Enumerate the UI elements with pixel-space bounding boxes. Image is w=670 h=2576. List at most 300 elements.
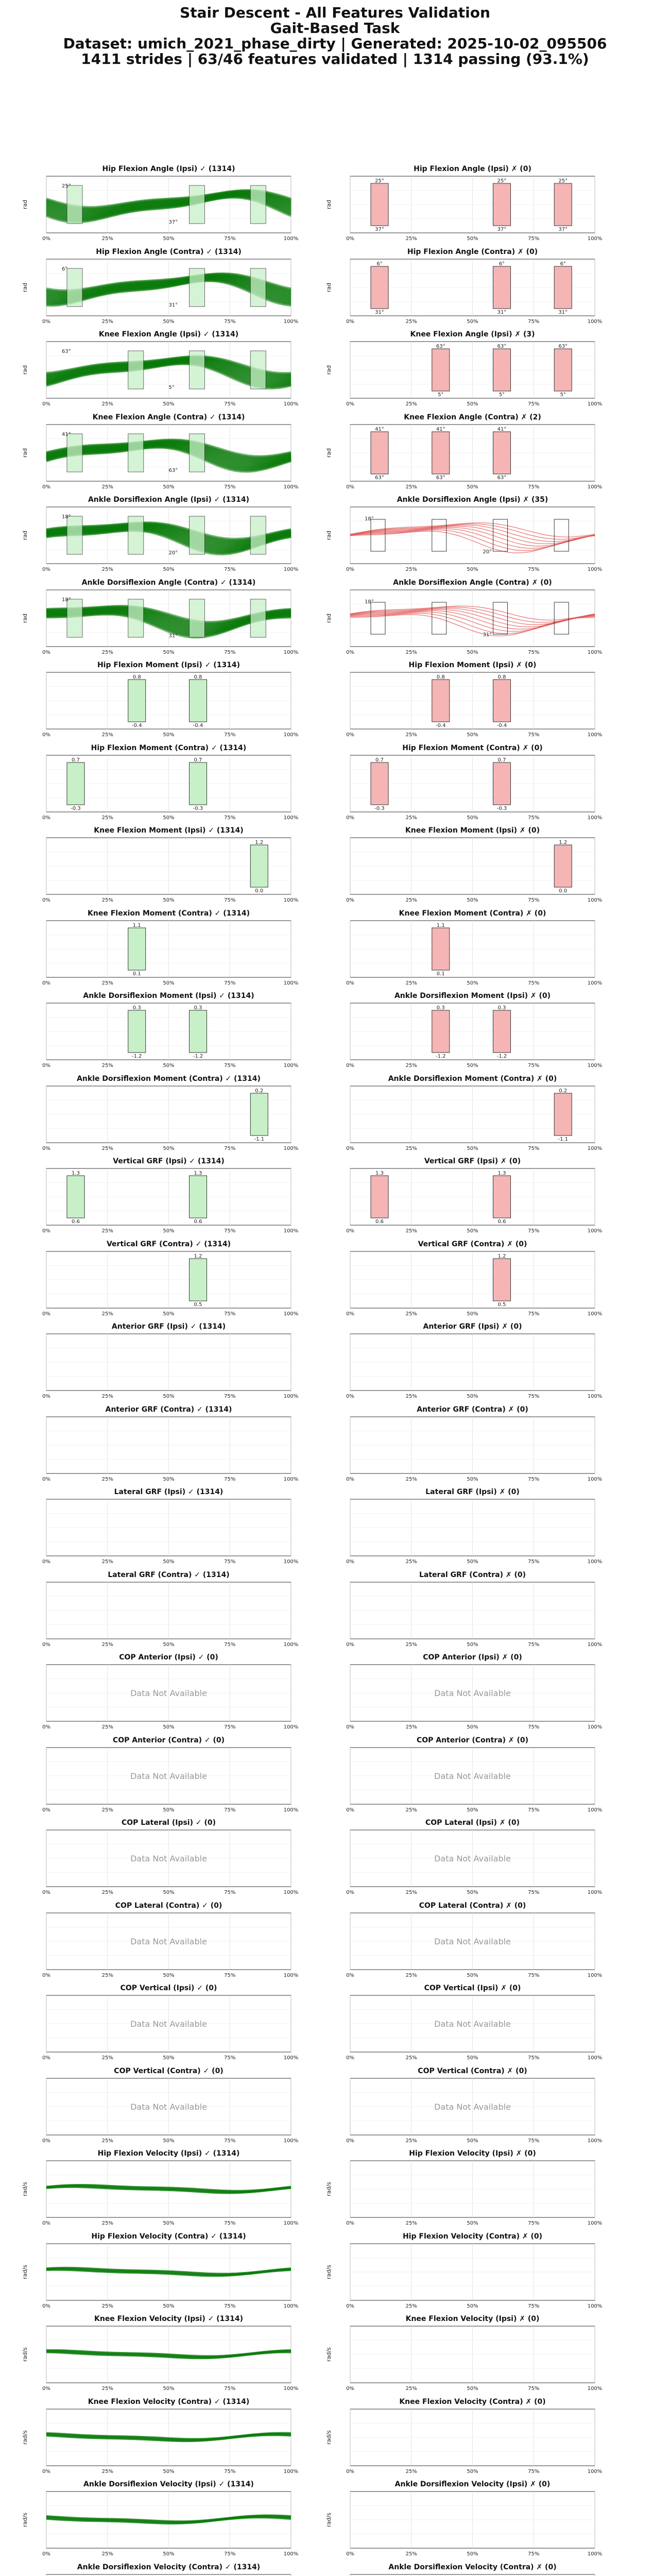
plot-svg (10, 2242, 327, 2320)
panel-right-19 (314, 1736, 631, 1824)
panel-title: Knee Flexion Velocity (Ipsi) ✓ (1314) (94, 2315, 243, 2323)
plot-svg (314, 836, 631, 914)
y-axis-label: rad (22, 199, 28, 210)
x-tick-label: 25% (405, 2138, 417, 2144)
panel-left-22 (10, 1984, 327, 2072)
data-label: 5° (438, 392, 444, 398)
data-label: 41° (62, 431, 71, 437)
panel-title: Ankle Dorsiflexion Moment (Contra) ✗ (0) (388, 1074, 557, 1083)
x-tick-label: 0% (346, 1063, 354, 1069)
plot-svg (314, 2076, 631, 2155)
data-label: 0.6 (72, 1219, 80, 1225)
panel-right-10 (314, 992, 631, 1079)
panel-title: Vertical GRF (Contra) ✓ (1314) (106, 1240, 231, 1248)
plot-area (42, 1995, 298, 2061)
plot-svg (314, 588, 631, 666)
x-tick-label: 100% (587, 2303, 603, 2309)
x-tick-label: 0% (42, 1559, 50, 1565)
x-tick-label: 75% (224, 1311, 236, 1317)
x-tick-label: 100% (587, 2386, 603, 2392)
panel-title: COP Vertical (Ipsi) ✓ (0) (120, 1984, 217, 1992)
x-tick-label: 25% (405, 1228, 417, 1234)
x-tick-label: 100% (283, 1641, 299, 1648)
x-tick-label: 25% (405, 732, 417, 738)
plot-area (42, 1251, 298, 1317)
validation-box (190, 434, 205, 472)
x-tick-label: 75% (528, 1890, 540, 1895)
plot-area (22, 2161, 298, 2226)
plot-svg (314, 505, 631, 583)
data-label: 1.2 (255, 840, 264, 845)
data-label: 0.3 (497, 1005, 506, 1011)
panel-left-3 (10, 413, 327, 501)
x-tick-label: 75% (528, 2303, 540, 2309)
x-tick-label: 25% (101, 2386, 113, 2392)
x-tick-label: 25% (405, 1063, 417, 1069)
x-tick-label: 50% (467, 2551, 478, 2557)
plot-area (22, 590, 298, 655)
x-tick-label: 100% (283, 1063, 299, 1069)
data-label: 6° (62, 266, 68, 272)
plot-svg (10, 257, 327, 335)
plot-svg (10, 753, 327, 832)
x-tick-label: 50% (467, 815, 478, 821)
x-tick-label: 0% (42, 484, 50, 490)
panel-right-4 (314, 496, 631, 583)
x-tick-label: 25% (405, 567, 417, 572)
data-label: 37° (168, 219, 178, 225)
plot-svg (10, 919, 327, 997)
validation-box (67, 762, 84, 805)
plot-svg (10, 1911, 327, 1989)
plot-area (325, 2409, 602, 2475)
x-tick-label: 25% (101, 815, 113, 821)
x-tick-label: 0% (346, 980, 354, 986)
x-tick-label: 0% (346, 2138, 354, 2144)
panel-title: Lateral GRF (Ipsi) ✓ (1314) (114, 1488, 224, 1496)
panel-title: COP Vertical (Contra) ✓ (0) (114, 2066, 224, 2075)
x-tick-label: 0% (42, 1890, 50, 1895)
x-tick-label: 0% (42, 1476, 50, 1482)
x-tick-label: 0% (346, 897, 354, 903)
plot-area (346, 1995, 602, 2061)
panel-title: Ankle Dorsiflexion Angle (Contra) ✓ (1314) (81, 578, 256, 587)
panel-left-16 (10, 1488, 327, 1575)
plot-svg (314, 2159, 631, 2237)
y-axis-label: rad/s (325, 2182, 332, 2196)
panel-title: Ankle Dorsiflexion Angle (Ipsi) ✓ (1314) (88, 496, 250, 504)
data-label: 0.7 (72, 757, 80, 763)
na-text: Data Not Available (130, 1771, 207, 1781)
x-tick-label: 100% (587, 649, 603, 655)
x-tick-label: 50% (467, 1807, 478, 1813)
plot-area (22, 259, 298, 325)
x-tick-label: 50% (163, 1394, 175, 1399)
x-tick-label: 75% (528, 2055, 540, 2061)
x-tick-label: 50% (467, 980, 478, 986)
plot-area (346, 1582, 602, 1648)
x-tick-label: 75% (528, 484, 540, 490)
validation-box (67, 516, 82, 554)
validation-box (432, 1010, 450, 1053)
x-tick-label: 75% (528, 2468, 540, 2475)
plot-area (346, 1913, 602, 1978)
x-tick-label: 25% (101, 567, 113, 572)
validation-box (371, 1176, 388, 1218)
y-axis-label: rad (325, 199, 332, 210)
x-tick-label: 50% (163, 2138, 175, 2144)
data-label: 0.2 (255, 1088, 264, 1094)
x-tick-label: 0% (42, 1145, 50, 1151)
validation-box (493, 762, 511, 805)
data-label: 41° (497, 426, 507, 432)
y-axis-label: rad/s (22, 2264, 28, 2279)
plot-svg (314, 1001, 631, 1079)
panel-left-14 (10, 1323, 327, 1410)
x-tick-label: 50% (467, 2303, 478, 2309)
validation-box (190, 1176, 207, 1218)
plot-svg (10, 340, 327, 418)
x-tick-label: 50% (467, 1476, 478, 1482)
plot-area (325, 425, 602, 490)
x-tick-label: 100% (587, 2221, 603, 2226)
x-tick-label: 100% (587, 1063, 603, 1069)
x-tick-label: 25% (405, 1145, 417, 1151)
data-label: 1.1 (132, 922, 141, 928)
plot-area (22, 176, 298, 242)
x-tick-label: 75% (224, 649, 236, 655)
x-tick-label: 50% (467, 2468, 478, 2475)
panel-left-0 (10, 165, 327, 252)
x-tick-label: 75% (528, 649, 540, 655)
panel-right-8 (314, 826, 631, 914)
x-tick-label: 100% (587, 980, 603, 986)
data-label: 0.3 (132, 1005, 141, 1011)
plot-area (42, 1417, 298, 1482)
x-tick-label: 25% (405, 318, 417, 325)
validation-box (250, 599, 266, 637)
data-label: 0.7 (497, 757, 506, 763)
plot-svg (314, 1415, 631, 1493)
data-label: 37° (375, 227, 384, 232)
panel-left-24 (10, 2149, 327, 2237)
plot-svg (10, 670, 327, 749)
x-tick-label: 0% (42, 1972, 50, 1978)
plot-area (346, 921, 602, 986)
data-label: 63° (497, 474, 507, 481)
plot-svg (314, 919, 631, 997)
plot-svg (314, 2407, 631, 2485)
x-tick-label: 50% (163, 1641, 175, 1648)
validation-box (493, 1259, 511, 1301)
data-label: -1.2 (193, 1054, 203, 1059)
x-tick-label: 50% (163, 1724, 175, 1730)
x-tick-label: 0% (346, 236, 354, 242)
x-tick-label: 0% (346, 2303, 354, 2309)
x-tick-label: 25% (101, 1311, 113, 1317)
panel-title: Knee Flexion Angle (Ipsi) ✓ (1314) (98, 330, 239, 338)
panel-title: Lateral GRF (Ipsi) ✗ (0) (425, 1488, 520, 1496)
panel-right-6 (314, 661, 631, 749)
plot-area (325, 2574, 602, 2576)
x-tick-label: 100% (283, 2551, 299, 2557)
plot-area (346, 1251, 602, 1317)
panel-title: Knee Flexion Moment (Ipsi) ✗ (0) (405, 826, 540, 835)
panel-title: COP Vertical (Contra) ✗ (0) (418, 2066, 527, 2075)
data-label: 1.2 (194, 1253, 202, 1259)
data-label: 41° (436, 426, 445, 432)
validation-box (67, 185, 82, 224)
x-tick-label: 100% (587, 1394, 603, 1399)
validation-box (432, 432, 450, 474)
x-tick-label: 100% (587, 1559, 603, 1565)
plot-area (325, 2326, 602, 2392)
na-text: Data Not Available (434, 1854, 511, 1863)
data-label: 0.3 (194, 1005, 202, 1011)
panel-title: Hip Flexion Angle (Ipsi) ✓ (1314) (102, 165, 235, 173)
x-tick-label: 25% (101, 2138, 113, 2144)
data-label: 0.5 (194, 1301, 202, 1308)
validation-box (128, 434, 144, 472)
x-tick-label: 75% (224, 2386, 236, 2392)
panel-title: Knee Flexion Moment (Contra) ✗ (0) (399, 909, 546, 918)
x-tick-label: 50% (163, 897, 175, 903)
x-tick-label: 100% (283, 236, 299, 242)
figure-title: Stair Descent - All Features Validation (180, 4, 490, 21)
panel-right-0 (314, 165, 631, 252)
x-tick-label: 0% (346, 484, 354, 490)
x-tick-label: 25% (101, 897, 113, 903)
x-tick-label: 75% (224, 2551, 236, 2557)
x-tick-label: 75% (224, 1641, 236, 1648)
na-text: Data Not Available (130, 1688, 207, 1698)
x-tick-label: 50% (467, 1724, 478, 1730)
y-axis-label: rad (325, 282, 332, 292)
x-tick-label: 75% (528, 732, 540, 738)
data-label: 0.8 (436, 674, 445, 680)
x-tick-label: 25% (101, 980, 113, 986)
x-tick-label: 0% (42, 980, 50, 986)
panel-title: Ankle Dorsiflexion Angle (Ipsi) ✗ (35) (397, 496, 548, 504)
plot-svg (10, 1497, 327, 1575)
na-text: Data Not Available (434, 1771, 511, 1781)
data-label: 1.1 (436, 922, 445, 928)
na-text: Data Not Available (434, 1688, 511, 1698)
plot-area (346, 2078, 602, 2144)
panel-right-23 (314, 2067, 631, 2155)
x-tick-label: 75% (528, 567, 540, 572)
x-tick-label: 50% (163, 2303, 175, 2309)
plot-area (325, 507, 602, 572)
x-tick-label: 75% (528, 1724, 540, 1730)
x-tick-label: 100% (283, 1394, 299, 1399)
x-tick-label: 100% (587, 236, 603, 242)
validation-box (554, 183, 572, 226)
plot-area (42, 1665, 298, 1730)
x-tick-label: 100% (283, 732, 299, 738)
x-tick-label: 100% (587, 318, 603, 325)
validation-box (250, 1093, 268, 1136)
panel-title: Hip Flexion Angle (Contra) ✓ (1314) (96, 247, 242, 256)
x-tick-label: 25% (405, 2221, 417, 2226)
data-label: -0.4 (131, 723, 142, 728)
plot-area (346, 1168, 602, 1234)
x-tick-label: 100% (587, 1807, 603, 1813)
x-tick-label: 100% (283, 1972, 299, 1978)
x-tick-label: 75% (528, 401, 540, 407)
x-tick-label: 25% (405, 1476, 417, 1482)
data-label: 1.2 (559, 840, 568, 845)
data-label: 1.3 (194, 1171, 202, 1176)
x-tick-label: 25% (405, 1311, 417, 1317)
panel-left-17 (10, 1571, 327, 1658)
x-tick-label: 75% (224, 2138, 236, 2144)
x-tick-label: 75% (224, 1476, 236, 1482)
panel-left-25 (10, 2232, 327, 2320)
y-axis-label: rad (22, 282, 28, 292)
plot-svg (10, 1580, 327, 1658)
x-tick-label: 75% (224, 318, 236, 325)
plot-area (42, 1168, 298, 1234)
y-axis-label: rad (325, 613, 332, 623)
validation-box (554, 349, 572, 391)
x-tick-label: 25% (405, 1724, 417, 1730)
validation-box (493, 432, 511, 474)
plot-area (346, 1748, 602, 1813)
x-tick-label: 100% (587, 1476, 603, 1482)
plot-svg (314, 257, 631, 335)
x-tick-label: 25% (405, 815, 417, 821)
panel-right-7 (314, 744, 631, 832)
data-label: 0.0 (255, 888, 264, 894)
x-tick-label: 0% (346, 815, 354, 821)
plot-area (42, 1830, 298, 1895)
panel-title: Lateral GRF (Contra) ✓ (1314) (108, 1570, 230, 1579)
panel-left-28 (10, 2480, 327, 2568)
x-tick-label: 25% (405, 1890, 417, 1895)
validation-box (250, 516, 266, 554)
validation-box (67, 1176, 84, 1218)
x-tick-label: 25% (101, 2303, 113, 2309)
panel-right-11 (314, 1075, 631, 1162)
panel-right-13 (314, 1240, 631, 1328)
x-tick-label: 0% (42, 2138, 50, 2144)
data-label: 0.3 (436, 1005, 445, 1011)
plot-svg (10, 1745, 327, 1824)
x-tick-label: 100% (283, 897, 299, 903)
plot-area (42, 1913, 298, 1978)
data-label: 1.3 (72, 1171, 80, 1176)
panel-title: Hip Flexion Moment (Ipsi) ✗ (0) (408, 661, 537, 669)
x-tick-label: 25% (101, 2221, 113, 2226)
panel-title: Hip Flexion Moment (Contra) ✗ (0) (402, 743, 543, 752)
x-tick-label: 75% (224, 815, 236, 821)
x-tick-label: 0% (42, 815, 50, 821)
validation-box (554, 1093, 572, 1136)
plot-svg (10, 505, 327, 583)
panel-title: Ankle Dorsiflexion Angle (Contra) ✗ (0) (393, 578, 552, 587)
panel-title: Ankle Dorsiflexion Velocity (Ipsi) ✗ (0) (394, 2480, 551, 2488)
plot-svg (10, 1993, 327, 2072)
plot-area (42, 1003, 298, 1069)
x-tick-label: 75% (528, 1559, 540, 1565)
plot-svg (10, 836, 327, 914)
data-label: 63° (436, 474, 445, 481)
panel-title: Knee Flexion Angle (Contra) ✗ (2) (404, 413, 541, 421)
x-tick-label: 25% (405, 1972, 417, 1978)
x-tick-label: 75% (528, 1228, 540, 1234)
plot-svg (10, 1084, 327, 1162)
x-tick-label: 100% (587, 1145, 603, 1151)
x-tick-label: 25% (101, 236, 113, 242)
x-tick-label: 75% (224, 2221, 236, 2226)
plot-svg (10, 588, 327, 666)
data-label: -1.2 (496, 1054, 507, 1059)
plot-svg (314, 1580, 631, 1658)
x-tick-label: 75% (224, 1972, 236, 1978)
x-tick-label: 0% (346, 1311, 354, 1317)
x-tick-label: 25% (101, 1724, 113, 1730)
x-tick-label: 0% (346, 1641, 354, 1648)
x-tick-label: 100% (283, 2386, 299, 2392)
x-tick-label: 100% (587, 1641, 603, 1648)
x-tick-label: 25% (101, 1394, 113, 1399)
plot-svg (314, 1166, 631, 1245)
plot-area (346, 838, 602, 903)
x-tick-label: 25% (405, 897, 417, 903)
x-tick-label: 75% (224, 567, 236, 572)
x-tick-label: 100% (587, 1311, 603, 1317)
x-tick-label: 0% (346, 1559, 354, 1565)
x-tick-label: 50% (467, 1394, 478, 1399)
x-tick-label: 25% (405, 484, 417, 490)
panel-left-21 (10, 1902, 327, 1989)
panel-title: Hip Flexion Angle (Ipsi) ✗ (0) (414, 165, 531, 173)
y-axis-label: rad/s (22, 2182, 28, 2196)
panel-right-16 (314, 1488, 631, 1575)
panel-right-1 (314, 248, 631, 335)
x-tick-label: 25% (405, 649, 417, 655)
panel-title: Vertical GRF (Ipsi) ✓ (1314) (113, 1157, 225, 1165)
panel-title: COP Lateral (Contra) ✗ (0) (419, 1901, 526, 1910)
panel-left-6 (10, 661, 327, 749)
validation-box (190, 268, 205, 307)
x-tick-label: 50% (163, 1890, 175, 1895)
plot-area (22, 342, 298, 407)
plot-area (346, 1086, 602, 1151)
data-label: 20° (483, 549, 492, 555)
x-tick-label: 100% (283, 1311, 299, 1317)
plot-area (325, 342, 602, 407)
x-tick-label: 75% (224, 897, 236, 903)
x-tick-label: 50% (163, 815, 175, 821)
data-label: -0.4 (193, 723, 203, 728)
x-tick-label: 100% (587, 2551, 603, 2557)
plot-area (346, 1830, 602, 1895)
panel-title: Vertical GRF (Contra) ✗ (0) (418, 1240, 527, 1248)
panel-right-18 (314, 1653, 631, 1741)
plot-area (42, 1582, 298, 1648)
data-label: 25° (375, 178, 384, 184)
y-axis-label: rad (22, 365, 28, 375)
na-text: Data Not Available (434, 2102, 511, 2112)
x-tick-label: 100% (283, 1145, 299, 1151)
x-tick-label: 50% (467, 2221, 478, 2226)
x-tick-label: 0% (346, 1807, 354, 1813)
data-label: 63° (62, 349, 71, 354)
plot-svg (314, 2572, 631, 2576)
panel-title: Vertical GRF (Ipsi) ✗ (0) (424, 1157, 521, 1165)
